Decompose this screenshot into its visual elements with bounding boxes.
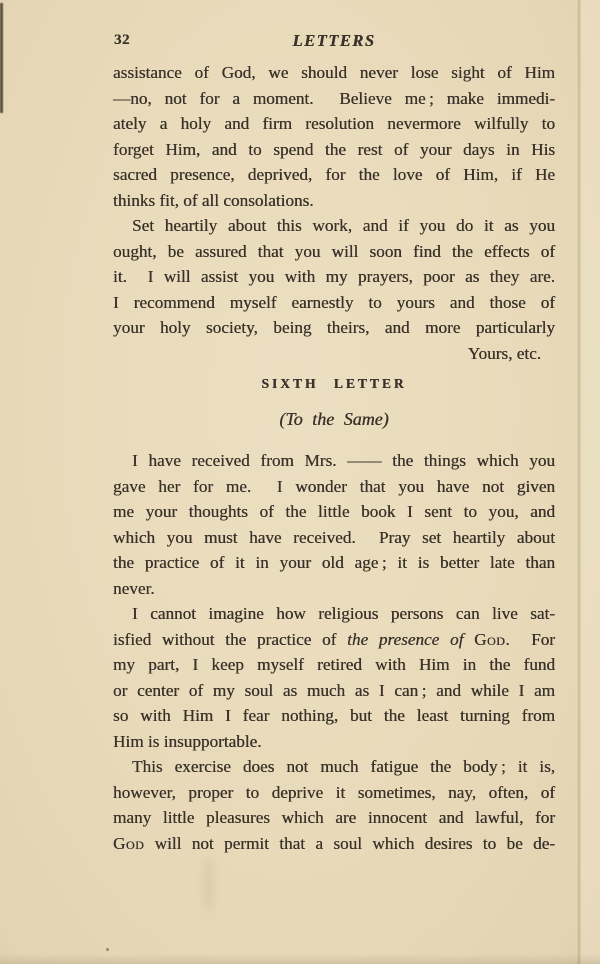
text-line	[113, 678, 555, 704]
text-line	[113, 111, 555, 137]
text-segment: I cannot imagine how religious persons can live sat-	[132, 604, 555, 623]
text-line	[113, 239, 555, 265]
text-line	[113, 831, 555, 857]
text-segment: Set heartily about this work, and if you do it as you	[132, 216, 555, 235]
text-segment: or center of my soul as much as I can ; and while I am	[113, 680, 555, 700]
text-line	[113, 601, 555, 627]
text-segment: I have received from Mrs. —— the things which you	[132, 451, 555, 470]
paragraphs-after-heading	[113, 448, 555, 856]
text-segment: so with Him I fear nothing, but the least turning from	[113, 706, 555, 725]
text-line	[113, 137, 555, 163]
text-line	[113, 525, 555, 551]
text-line	[113, 474, 555, 500]
text-segment: your holy society, being theirs, and more particularly	[113, 318, 555, 337]
text-segment: sacred presence, deprived, for the love of Him, if He	[113, 165, 555, 184]
page-number: 32	[114, 32, 130, 48]
text-line	[113, 703, 555, 729]
text-segment: assistance of God, we should never lose sight of Him	[113, 63, 555, 82]
text-line	[113, 550, 555, 576]
paper-smudge	[204, 856, 213, 912]
text-segment: the practice of it in your old age ; it is better late than	[113, 553, 555, 572]
text-line	[113, 290, 555, 316]
text-line	[113, 754, 555, 780]
text-line	[113, 576, 555, 602]
text-segment: forget Him, and to spend the rest of your days in His	[113, 139, 555, 159]
text-segment: Him is insupportable.	[113, 731, 262, 751]
text-line	[113, 162, 555, 188]
text-segment: which you must have received. Pray set heartily about	[113, 527, 555, 547]
text-segment: however, proper to deprive it sometimes, nay, often, of	[113, 782, 555, 802]
smallcaps-text: God	[113, 833, 145, 853]
section-heading: SIXTH LETTER	[261, 376, 407, 391]
text-segment: my part, I keep myself retired with Him in the fund	[113, 655, 555, 674]
text-line	[113, 60, 555, 86]
paragraphs-before-heading	[113, 60, 555, 341]
running-header	[113, 31, 555, 53]
text-segment: ought, be assured that you will soon find the effects of	[113, 241, 555, 261]
text-line	[113, 86, 555, 112]
text-segment: will not permit that a soul which desires to be de-	[144, 833, 555, 853]
text-line	[113, 448, 555, 474]
text-segment: —no, not for a moment. Believe me ; make immedi-	[113, 88, 555, 108]
section-subheading: (To the Same)	[279, 409, 389, 429]
text-line	[113, 499, 555, 525]
text-line	[113, 315, 555, 341]
page-edge-shadow	[577, 0, 581, 964]
text-line	[113, 264, 555, 290]
scan-edge-artifact	[0, 3, 3, 113]
text-segment: me your thoughts of the little book I sent to you, and	[113, 502, 555, 521]
text-segment: ately a holy and firm resolution nevermore wilfully to	[113, 114, 555, 133]
paper-speck	[106, 948, 109, 951]
signature-line: Yours, etc.	[467, 343, 541, 363]
text-line	[113, 627, 555, 653]
bottom-shadow	[0, 954, 600, 964]
text-line	[113, 729, 555, 755]
text-line	[113, 188, 555, 214]
text-line	[113, 805, 555, 831]
text-segment: it. I will assist you with my prayers, poor as they are.	[113, 267, 555, 286]
text-segment: . For	[505, 629, 555, 649]
text-line	[113, 652, 555, 678]
running-title: LETTERS	[292, 31, 376, 50]
text-segment: isfied without the practice of	[113, 629, 348, 649]
text-line	[113, 213, 555, 239]
text-column	[113, 60, 555, 856]
text-segment: This exercise does not much fatigue the body ; it is,	[132, 757, 555, 776]
smallcaps-text: God	[474, 629, 506, 649]
text-segment: never.	[113, 578, 155, 598]
text-line	[113, 780, 555, 806]
page-edge-strip	[581, 0, 600, 964]
text-segment: thinks fit, of all consolations.	[113, 190, 314, 210]
italic-text: the presence of	[347, 629, 475, 649]
text-segment: I recommend myself earnestly to yours and those of	[113, 292, 555, 312]
text-segment: gave her for me. I wonder that you have not given	[113, 476, 555, 496]
text-segment: many little pleasures which are innocent and lawful, for	[113, 808, 555, 827]
